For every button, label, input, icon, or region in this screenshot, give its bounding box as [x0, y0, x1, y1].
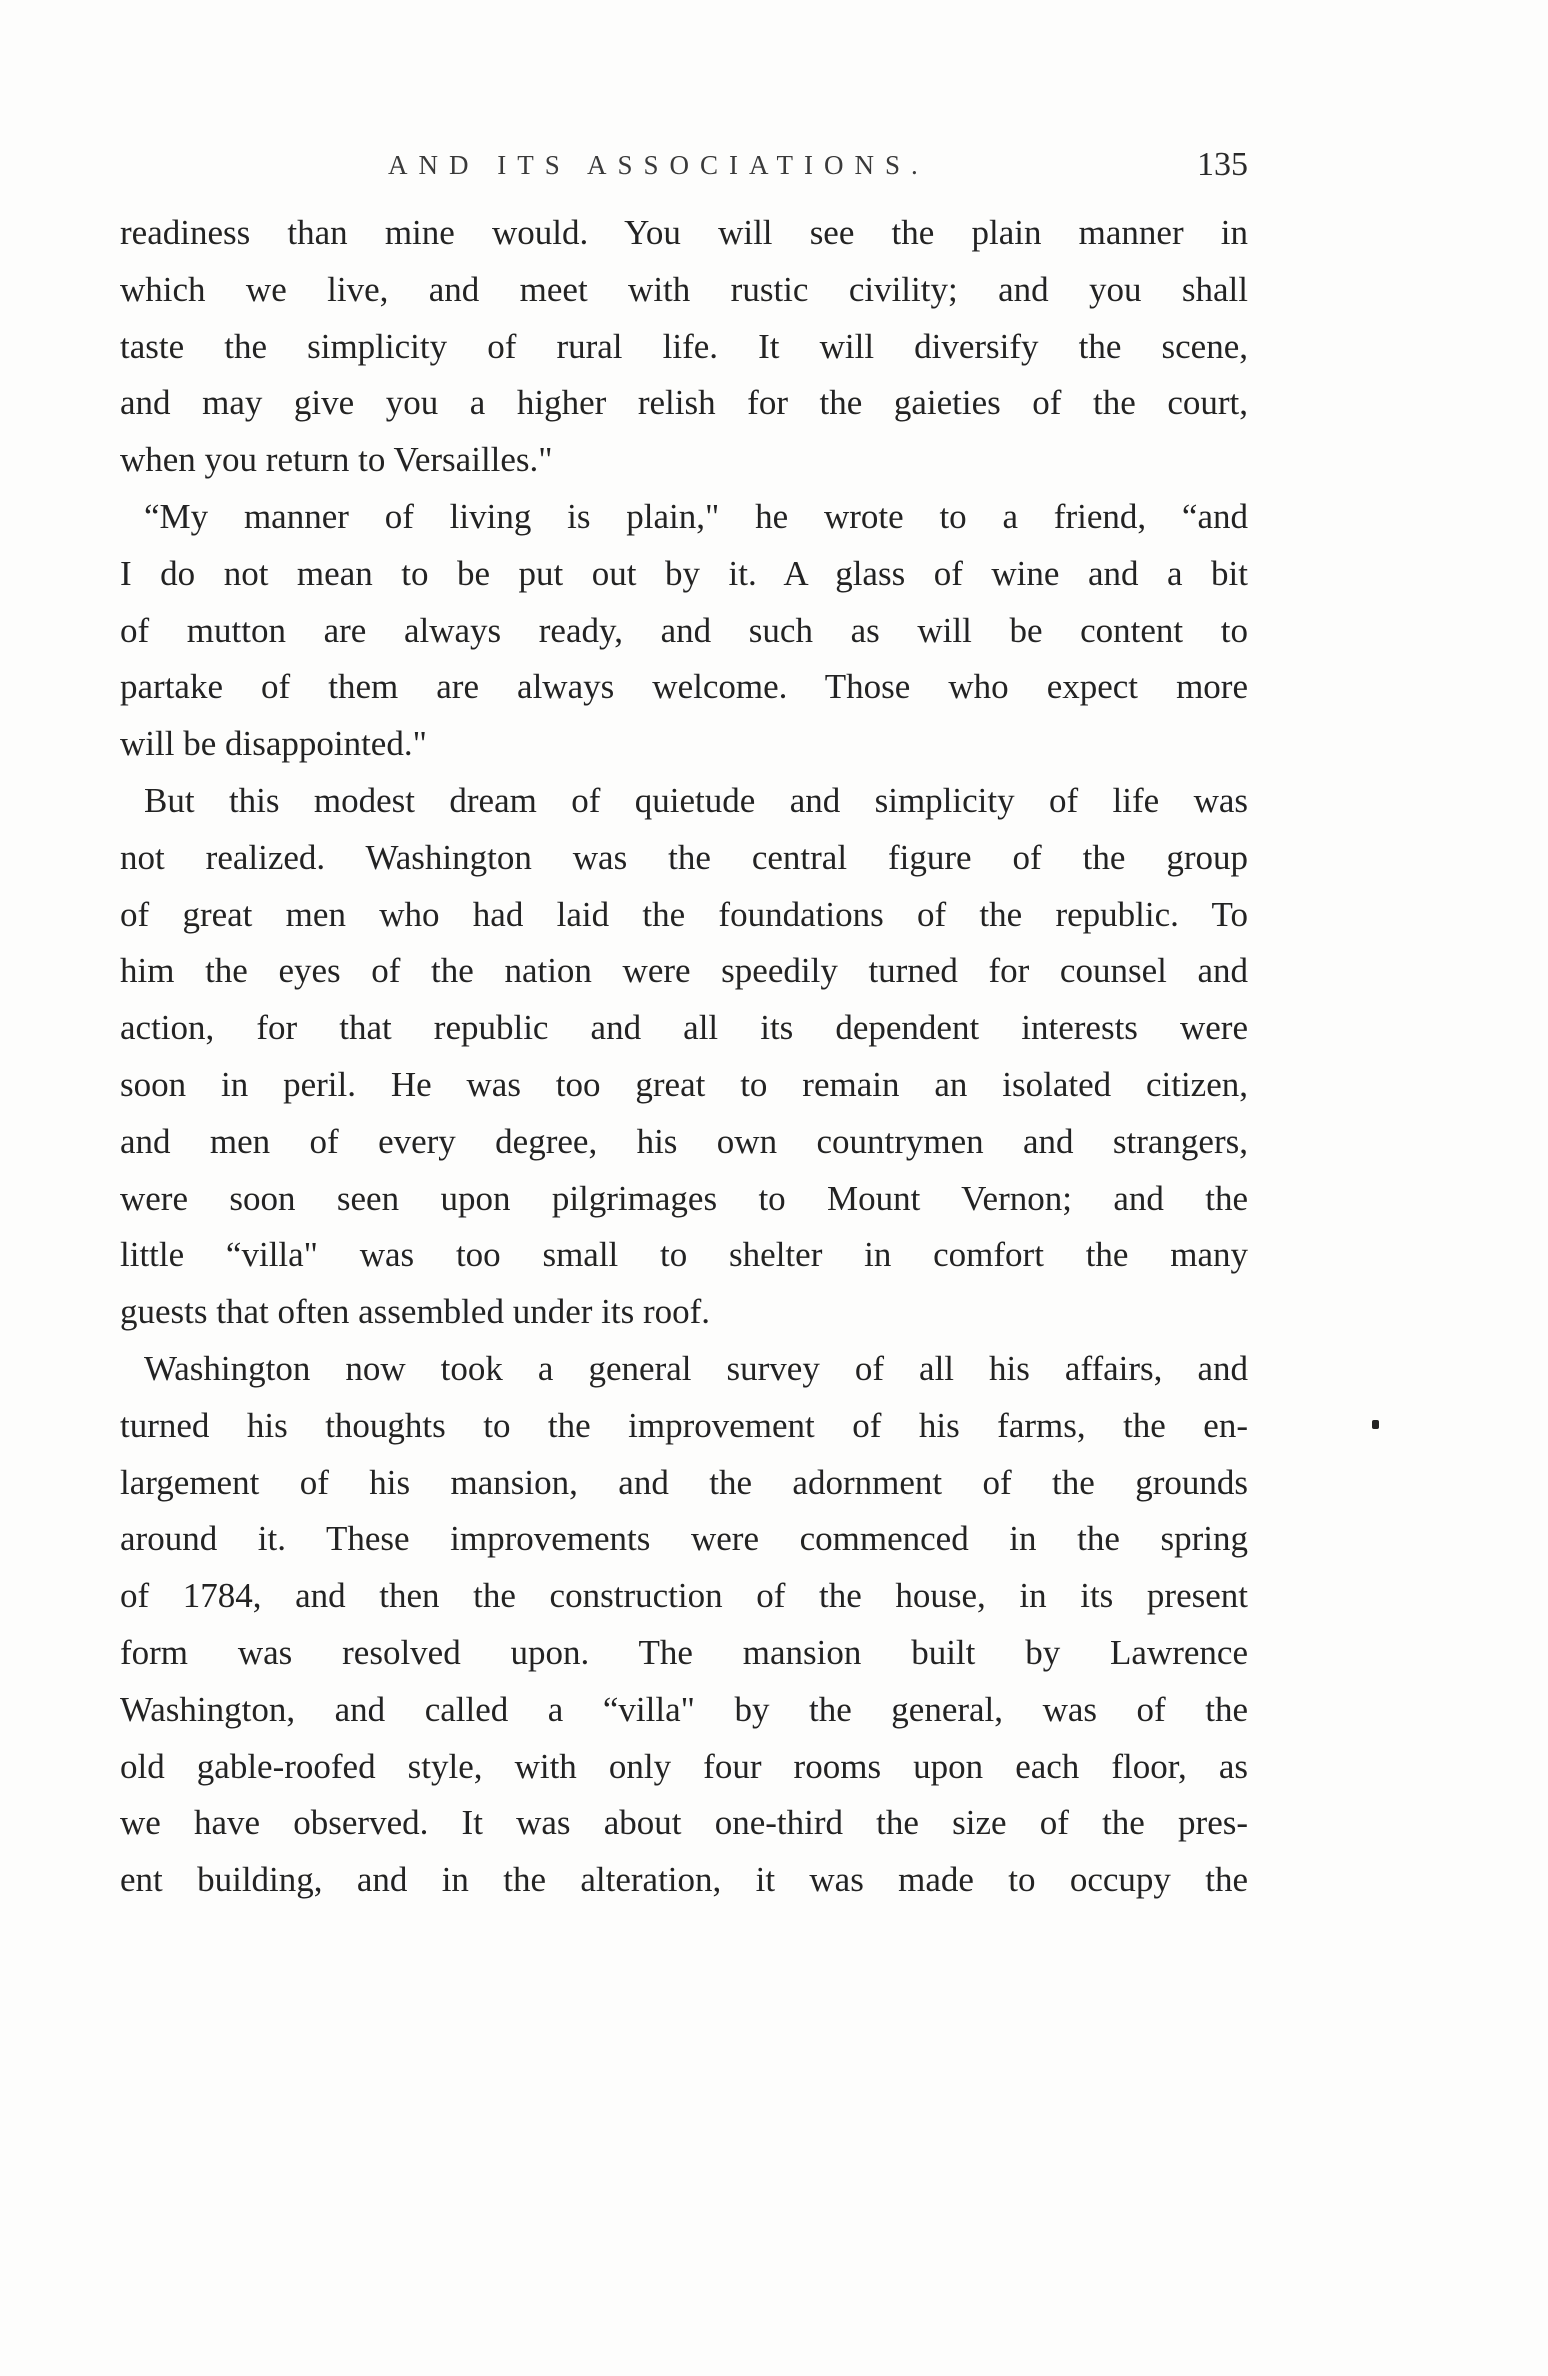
- text-line: taste the simplicity of rural life. It will diversify the scene,: [120, 326, 1248, 366]
- text-line: action, for that republic and all its dependent interests were: [120, 1008, 1248, 1048]
- text-line: little “villa" was too small to shelter in comfort the many: [120, 1235, 1248, 1275]
- text-line: But this modest dream of quietude and simplicity of life was: [144, 780, 1248, 820]
- page-number: 135: [1197, 146, 1248, 183]
- text-line: Washington now took a general survey of all his affairs, and: [144, 1348, 1248, 1388]
- text-line: were soon seen upon pilgrimages to Mount Vernon; and the: [120, 1178, 1248, 1218]
- text-line: I do not mean to be put out by it. A glass of wine and a bit: [120, 553, 1248, 593]
- running-title: AND ITS ASSOCIATIONS.: [388, 150, 929, 180]
- text-line: around it. These improvements were commenced in the spring: [120, 1519, 1248, 1559]
- text-line: “My manner of living is plain," he wrote to a friend, “and: [144, 496, 1248, 536]
- text-line: which we live, and meet with rustic civility; and you shall: [120, 269, 1248, 309]
- text-line: soon in peril. He was too great to remain an isolated citizen,: [120, 1064, 1248, 1104]
- margin-ink-mark: [1372, 1420, 1379, 1429]
- running-head: [388, 146, 1248, 194]
- text-line: of 1784, and then the construction of the house, in its present: [120, 1576, 1248, 1616]
- text-line: will be disappointed.": [120, 724, 427, 764]
- body-text: [120, 205, 1248, 1909]
- text-line: guests that often assembled under its roof.: [120, 1292, 711, 1332]
- text-line: turned his thoughts to the improvement of his farms, the en-: [120, 1405, 1248, 1445]
- text-line: of great men who had laid the foundations of the republic. To: [120, 894, 1248, 934]
- text-line: readiness than mine would. You will see the plain manner in: [120, 213, 1248, 252]
- text-line: largement of his mansion, and the adornment of the grounds: [120, 1462, 1248, 1502]
- text-line: we have observed. It was about one-third the size of the pres-: [120, 1803, 1248, 1843]
- text-line: him the eyes of the nation were speedily turned for counsel and: [120, 951, 1248, 991]
- text-line: old gable-roofed style, with only four rooms upon each floor, as: [120, 1746, 1248, 1786]
- text-line: and may give you a higher relish for the gaieties of the court,: [120, 383, 1248, 423]
- text-line: Washington, and called a “villa" by the general, was of the: [120, 1689, 1248, 1729]
- text-line: form was resolved upon. The mansion built by Lawrence: [120, 1632, 1248, 1672]
- text-line: and men of every degree, his own countrymen and strangers,: [120, 1121, 1248, 1161]
- text-line: ent building, and in the alteration, it was made to occupy the: [120, 1860, 1248, 1900]
- text-line: not realized. Washington was the central figure of the group: [120, 837, 1248, 877]
- text-line: when you return to Versailles.": [120, 440, 553, 480]
- text-line: of mutton are always ready, and such as will be content to: [120, 610, 1248, 650]
- text-line: partake of them are always welcome. Those who expect more: [120, 667, 1248, 707]
